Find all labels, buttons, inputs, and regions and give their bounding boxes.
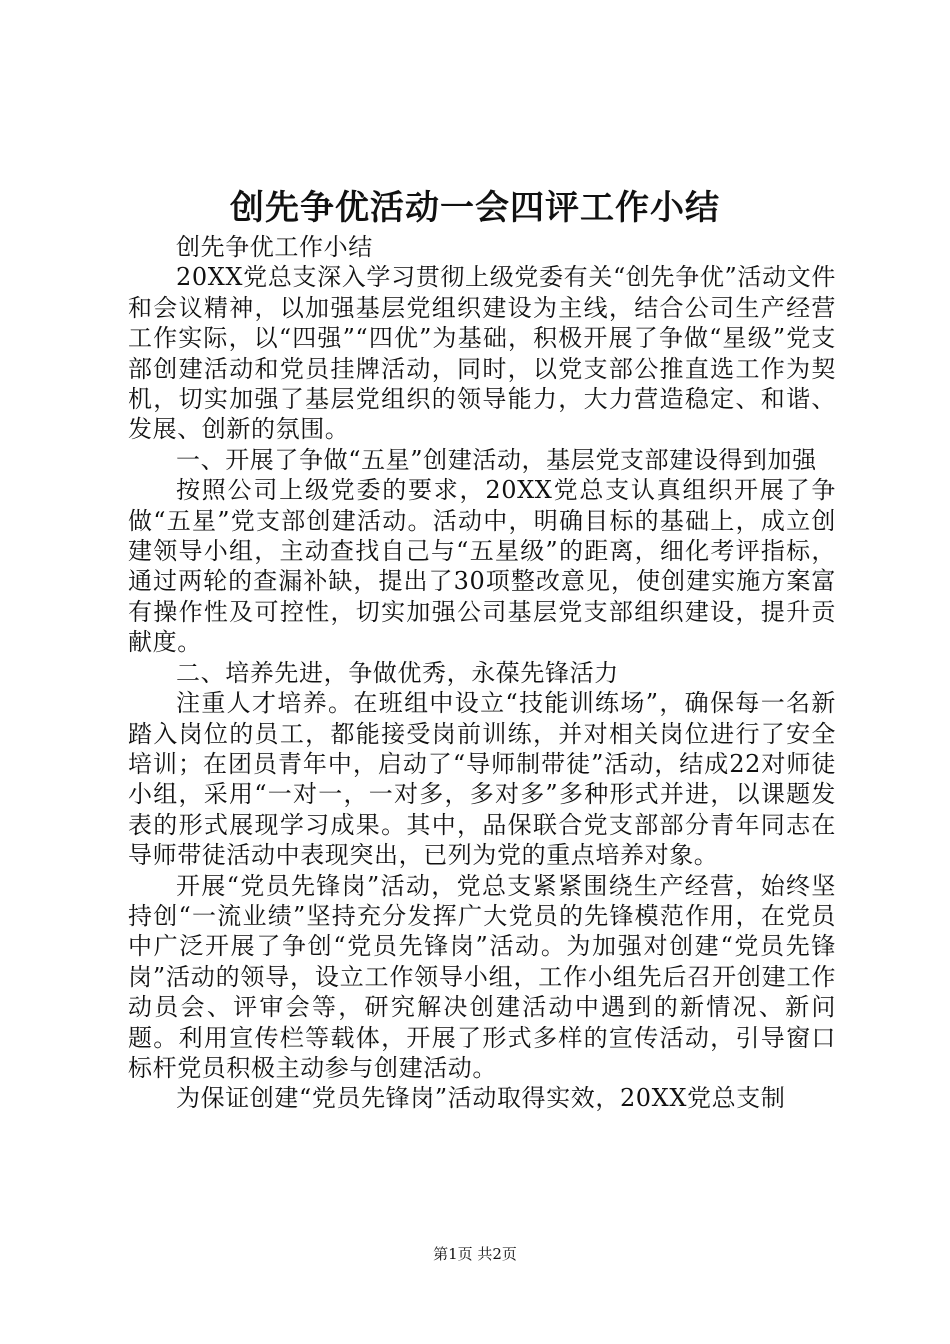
paragraph-continued: 为保证创建“党员先锋岗”活动取得实效，20XX党总支制 xyxy=(176,1084,786,1113)
section-heading-2: 二、培养先进，争做优秀，永葆先锋活力 xyxy=(176,658,619,687)
paragraph-subtitle: 创先争优工作小结 xyxy=(176,233,373,261)
paragraph-vanguard-post: 开展“党员先锋岗”活动，党总支紧紧围绕生产经营，始终坚持创“一流业绩”坚持充分发挥广大党员的先锋模范作用，在党员中广泛开展了争创“党员先锋岗”活动。为加强对创建“党员先锋岗”活动的领导，设立工作领导小组，工作小组先后召开创建工作动员会、评审会等，研究解决创建活动中遇到的新情况、新问题。利用宣传栏等载体，开展了形式多样的宣传活动，引导窗口标杆党员积极主动参与创建活动。 xyxy=(128,871,836,1082)
paragraph-intro: 20XX党总支深入学习贯彻上级党委有关“创先争优”活动文件和会议精神，以加强基层党组织建设为主线，结合公司生产经营工作实际，以“四强”“四优”为基础，积极开展了争做“星级”党支部创建活动和党员挂牌活动，同时，以党支部公推直选工作为契机，切实加强了基层党组织的领导能力，大力营造稳定、和谐、发展、创新的氛围。 xyxy=(128,263,836,444)
page-number-footer: 第1页 共2页 xyxy=(433,1245,517,1263)
paragraph-talent-training: 注重人才培养。在班组中设立“技能训练场”，确保每一名新踏入岗位的员工，都能接受岗前训练，并对相关岗位进行了安全培训；在团员青年中，启动了“导师制带徒”活动，结成22对师徒小组，采用“一对一，一对多，多对多”多种形式并进，以课题发表的形式展现学习成果。其中，品保联合党支部部分青年同志在导师带徒活动中表现突出，已列为党的重点培养对象。 xyxy=(128,689,836,870)
document-body xyxy=(128,232,836,1114)
document-title: 创先争优活动一会四评工作小结 xyxy=(230,188,720,228)
paragraph-section-1: 按照公司上级党委的要求，20XX党总支认真组织开展了争做“五星”党支部创建活动。活动中，明确目标的基础上，成立创建领导小组，主动查找自己与“五星级”的距离，细化考评指标，通过两轮的查漏补缺，提出了30项整改意见，使创建实施方案富有操作性及可控性，切实加强公司基层党支部组织建设，提升贡献度。 xyxy=(128,476,836,657)
section-heading-1: 一、开展了争做“五星”创建活动，基层党支部建设得到加强 xyxy=(176,445,817,474)
